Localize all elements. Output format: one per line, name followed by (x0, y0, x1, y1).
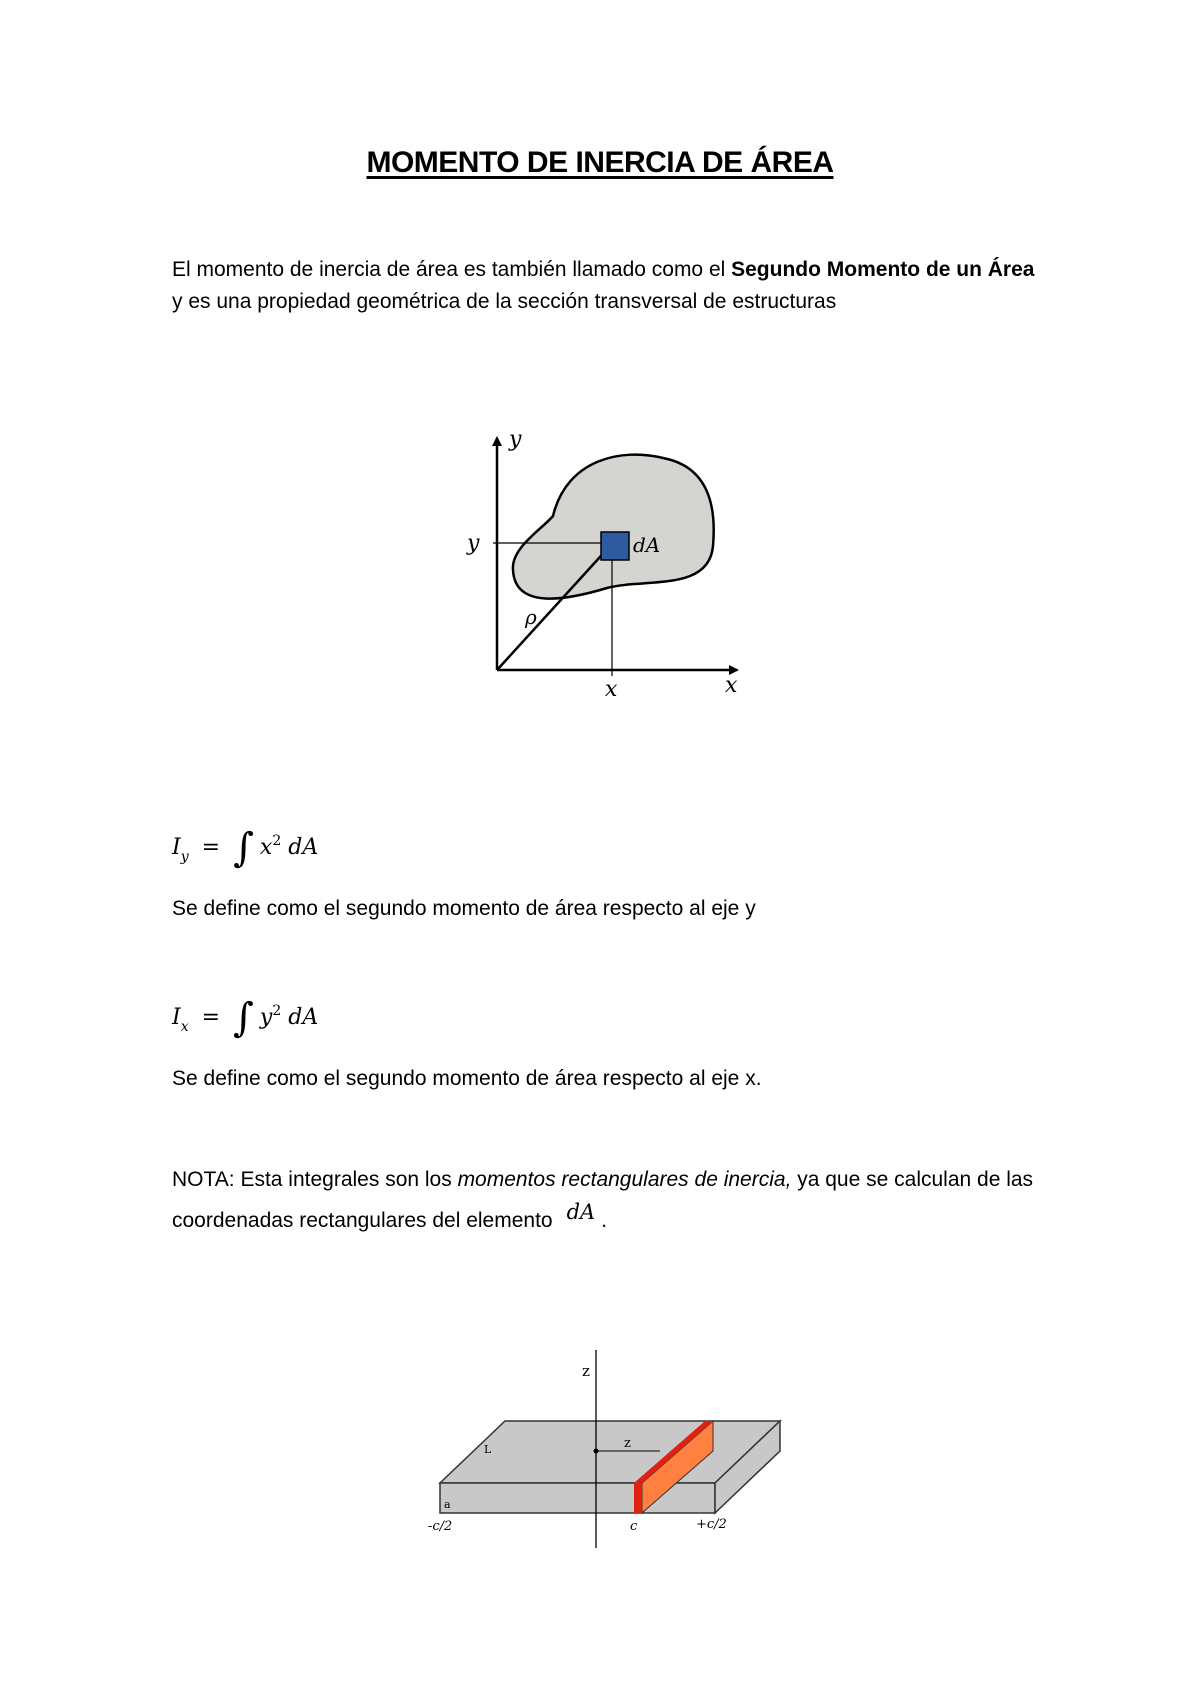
formula-iy (172, 818, 319, 871)
formula-ix (172, 988, 319, 1041)
note-text-3: . (601, 1209, 608, 1232)
formula-iy-var: x (259, 835, 273, 860)
thickness-label: a (444, 1498, 451, 1511)
note-text-2: ya que se calculan de las coordenadas rectangulares del elemento (172, 1168, 1034, 1232)
intro-paragraph (172, 254, 1037, 318)
page-title: MOMENTO DE INERCIA DE ÁREA (366, 146, 834, 179)
strip-front-edge (634, 1483, 642, 1513)
z-dim-label: z (624, 1436, 631, 1451)
formula-ix-var: y (259, 1005, 273, 1030)
formula-iy-power: 2 (272, 833, 282, 849)
note-italic-term: momentos rectangulares de inercia, (457, 1168, 792, 1191)
da-element (601, 532, 629, 560)
formula-iy-sub: y (180, 849, 189, 865)
formula-ix-lhs: I (172, 1005, 181, 1030)
x-coord-label: x (605, 677, 618, 702)
right-label: +c/2 (696, 1517, 727, 1532)
formula-iy-equals: = (201, 835, 221, 860)
origin-dot (594, 1449, 599, 1454)
formula-ix-diff: dA (288, 1005, 319, 1030)
formula-ix-power: 2 (272, 1003, 282, 1019)
formula-iy-diff: dA (288, 835, 319, 860)
mid-label: c (630, 1519, 638, 1534)
area-region (513, 455, 714, 599)
y-coord-label: y (467, 531, 480, 556)
integral-icon: ∫ (233, 825, 254, 871)
axis-x-label: x (725, 673, 738, 698)
formula-ix-sub: x (180, 1019, 189, 1035)
intro-text-1: El momento de inercia de área es también llamado como el (172, 258, 732, 281)
axis-y-label: y (509, 430, 522, 452)
intro-bold-term: Segundo Momento de un Área (731, 258, 1035, 281)
integral-icon: ∫ (233, 995, 254, 1041)
area-element-figure (455, 430, 755, 710)
radius-label: ρ (525, 605, 537, 629)
plate-strip-figure (420, 1350, 790, 1560)
intro-text-2: y es una propiedad geométrica de la sección transversal de estructuras (172, 290, 837, 313)
z-axis-label: z (582, 1362, 590, 1380)
element-label: dA (633, 533, 661, 557)
caption-iy: Se define como el segundo momento de área respecto al eje y (172, 897, 756, 920)
formula-ix-equals: = (201, 1005, 221, 1030)
caption-ix: Se define como el segundo momento de área respecto al eje x. (172, 1067, 762, 1090)
note-text-1: NOTA: Esta integrales son los (172, 1168, 458, 1191)
formula-iy-lhs: I (172, 835, 181, 860)
length-label: L (484, 1443, 492, 1456)
note-inline-symbol: dA (566, 1200, 596, 1224)
note-paragraph (172, 1160, 1037, 1241)
left-label: -c/2 (428, 1519, 453, 1534)
plate-front-face (440, 1483, 715, 1513)
